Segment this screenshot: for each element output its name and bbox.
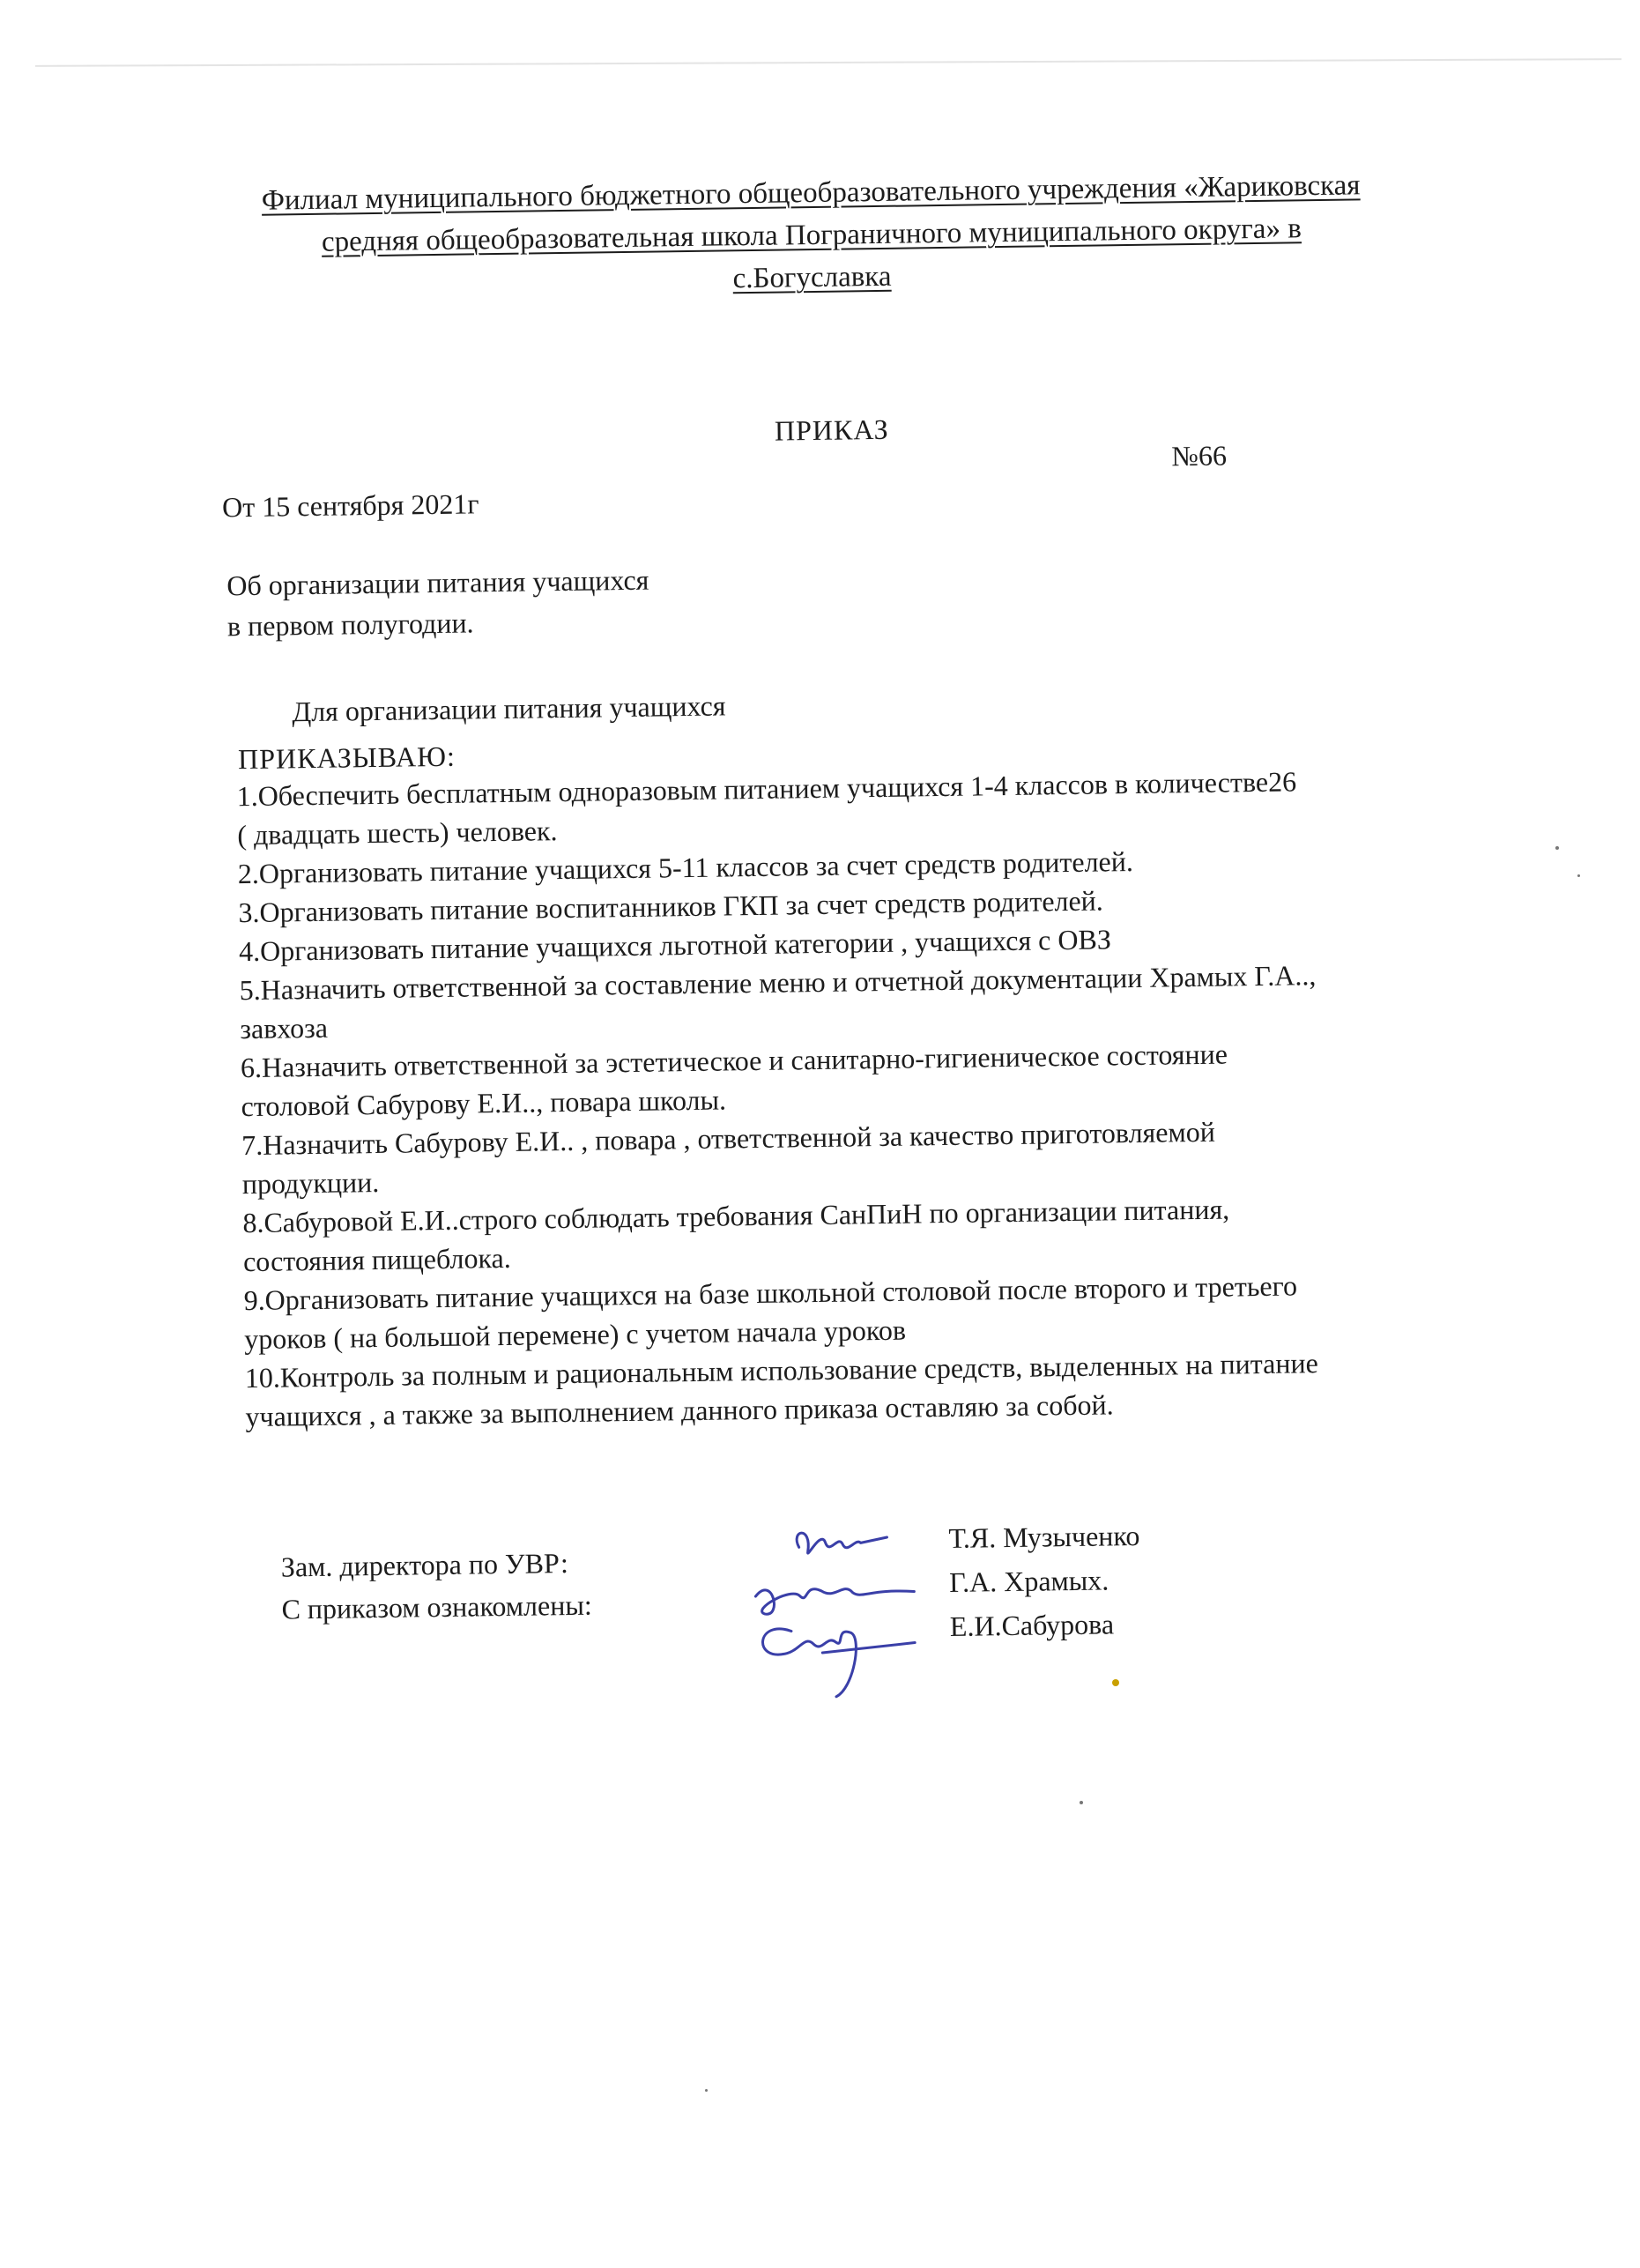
order-item-line: 10.Контроль за полным и рациональным использование средств, выделенных на питание	[244, 1347, 1319, 1394]
order-date: От 15 сентября 2021г	[221, 487, 479, 524]
order-item-line: 1.Обеспечить бесплатным одноразовым питанием учащихся 1-4 классов в количестве26	[236, 765, 1297, 813]
order-subject	[226, 560, 649, 647]
signatory-names	[948, 1513, 1141, 1648]
subject-line-1: Об организации питания учащихся	[226, 563, 649, 602]
handwritten-signatures	[737, 1510, 933, 1707]
order-item-line: 8.Сабуровой Е.И..строго соблюдать требования СанПиН по организации питания,	[242, 1193, 1230, 1239]
signature-saburova	[762, 1627, 916, 1698]
signatory-name: Е.И.Сабурова	[949, 1608, 1115, 1642]
header-line-3: с.Богуславка	[732, 260, 892, 295]
order-item-line: 2.Организовать питание учащихся 5-11 классов за счет средств родителей.	[237, 845, 1134, 890]
organization-header	[181, 163, 1443, 308]
order-item-line: столовой Сабурову Е.И.., повара школы.	[241, 1083, 727, 1123]
scan-speck	[1080, 1801, 1083, 1804]
signature-muzychenko	[797, 1532, 887, 1554]
header-line-1: Филиал муниципального бюджетного общеобразовательного учреждения «Жариковская	[261, 169, 1361, 217]
order-intro: Для организации питания учащихся	[292, 689, 726, 728]
order-item-line: 7.Назначить Сабурову Е.И.. , повара , ответственной за качество приготовляемой	[241, 1115, 1216, 1162]
order-item-line: ( двадцать шесть) человек.	[237, 814, 558, 851]
signatory-name: Г.А. Храмых.	[948, 1564, 1109, 1598]
order-item-line: продукции.	[241, 1165, 380, 1201]
order-item-line: завхоза	[240, 1011, 329, 1045]
order-item-line: состояния пищеблока.	[242, 1241, 511, 1278]
scan-speck	[705, 2089, 708, 2092]
order-items	[236, 759, 1549, 1437]
order-item-line: уроков ( на большой перемене) с учетом начала уроков	[244, 1313, 907, 1356]
scan-speck	[1577, 874, 1580, 877]
scan-speck	[1112, 1679, 1119, 1686]
signature-khramykh	[755, 1588, 914, 1614]
signatory-name: Т.Я. Музыченко	[948, 1519, 1140, 1554]
order-item-line: учащихся , а также за выполнением данного приказа оставляю за собой.	[245, 1388, 1114, 1433]
order-item-line: 9.Организовать питание учащихся на базе школьной столовой после второго и третьего	[243, 1269, 1298, 1317]
header-line-2: средняя общеобразовательная школа Пограничного муниципального округа» в	[321, 212, 1302, 258]
signature-roles	[281, 1542, 592, 1631]
order-item-line: 3.Организовать питание воспитанников ГКП за счет средств родителей.	[238, 884, 1104, 929]
order-item-line: 6.Назначить ответственной за эстетическое и санитарно-гигиеническое состояние	[240, 1037, 1228, 1084]
role-deputy-director: Зам. директора по УВР:	[280, 1547, 569, 1583]
scan-speck	[1555, 846, 1559, 850]
order-directive: ПРИКАЗЫВАЮ:	[237, 740, 456, 776]
role-acknowledged: С приказом ознакомлены:	[281, 1588, 592, 1625]
document-title: ПРИКАЗ	[774, 413, 889, 447]
order-number: №66	[1171, 439, 1228, 472]
order-item-line: 5.Назначить ответственной за составление меню и отчетной документации Храмых Г.А..,	[239, 959, 1317, 1007]
order-item-line: 4.Организовать питание учащихся льготной категории , учащихся с ОВЗ	[238, 923, 1112, 968]
subject-line-2: в первом полугодии.	[226, 606, 474, 643]
